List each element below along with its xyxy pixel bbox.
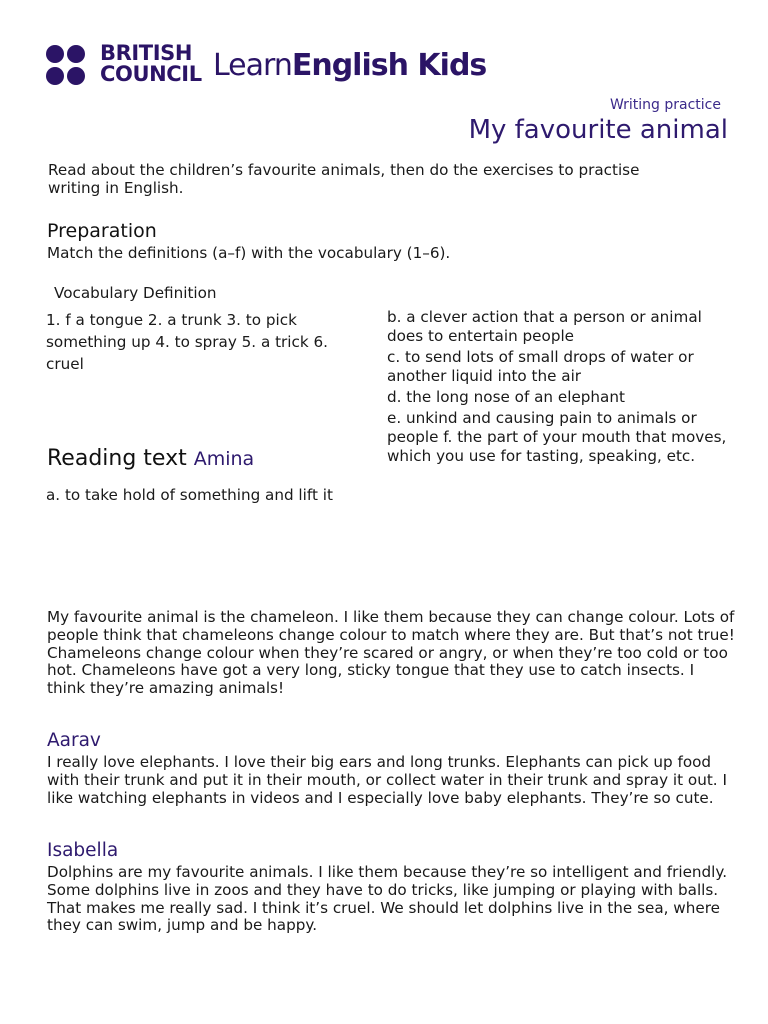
preparation-heading: Preparation [47,220,157,242]
child-name-amina: Amina [193,448,255,470]
definitions-list [387,308,737,468]
reading-text-heading [47,446,254,471]
vocabulary-list: 1. f a tongue 2. a trunk 3. to pick something up 4. to spray 5. a trick 6. cruel [46,311,328,373]
amina-paragraph: My favourite animal is the chameleon. I like them because they can change colour. Lots of people think that chameleons change colour to match where they are. But that’s not true! Chameleons change colour when they’re scared or angry, or when they’re too cold or too hot. Chameleons have got a very long, sticky tongue that they use to catch insects. I think they’re amazing animals! [47,608,735,698]
reading-text-title: Reading text [47,446,187,471]
section-label: Writing practice [609,97,721,113]
british-council-logo [46,43,486,89]
definition-item: d. the long nose of an elephant [387,388,625,406]
child-name-aarav: Aarav [47,730,101,751]
british-council-wordmark: BRITISH COUNCIL [100,41,202,86]
intro-text: Read about the children’s favourite animals, then do the exercises to practise writing in English. [48,161,640,197]
vocabulary-table-header: Vocabulary Definition [54,284,217,302]
definition-item: b. a clever action that a person or animal does to entertain people [387,308,702,345]
definition-item: c. to send lots of small drops of water or another liquid into the air [387,348,694,385]
isabella-paragraph: Dolphins are my favourite animals. I like them because they’re so intelligent and friendly. Some dolphins live in zoos and they have to do tricks, like jumping or playing with balls. That makes me really sad. I think it’s cruel. We should let dolphins live in the sea, where they can swim, jump and be happy. [47,863,728,935]
page-title: My favourite animal [468,115,728,145]
british-council-dots-icon [46,43,88,89]
child-name-isabella: Isabella [47,840,119,861]
aarav-paragraph: I really love elephants. I love their big ears and long trunks. Elephants can pick up food with their trunk and put it in their mouth, or collect water in their trunk and spray it out. I like watching elephants in videos and I especially love baby elephants. They’re so cute. [47,753,727,807]
preparation-instruction: Match the definitions (a–f) with the vocabulary (1–6). [47,244,451,262]
learnenglish-kids-wordmark: LearnEnglish Kids [213,48,487,83]
definition-a: a. to take hold of something and lift it [46,486,333,504]
definition-item: e. unkind and causing pain to animals or people f. the part of your mouth that moves, which you use for tasting, speaking, etc. [387,409,727,465]
